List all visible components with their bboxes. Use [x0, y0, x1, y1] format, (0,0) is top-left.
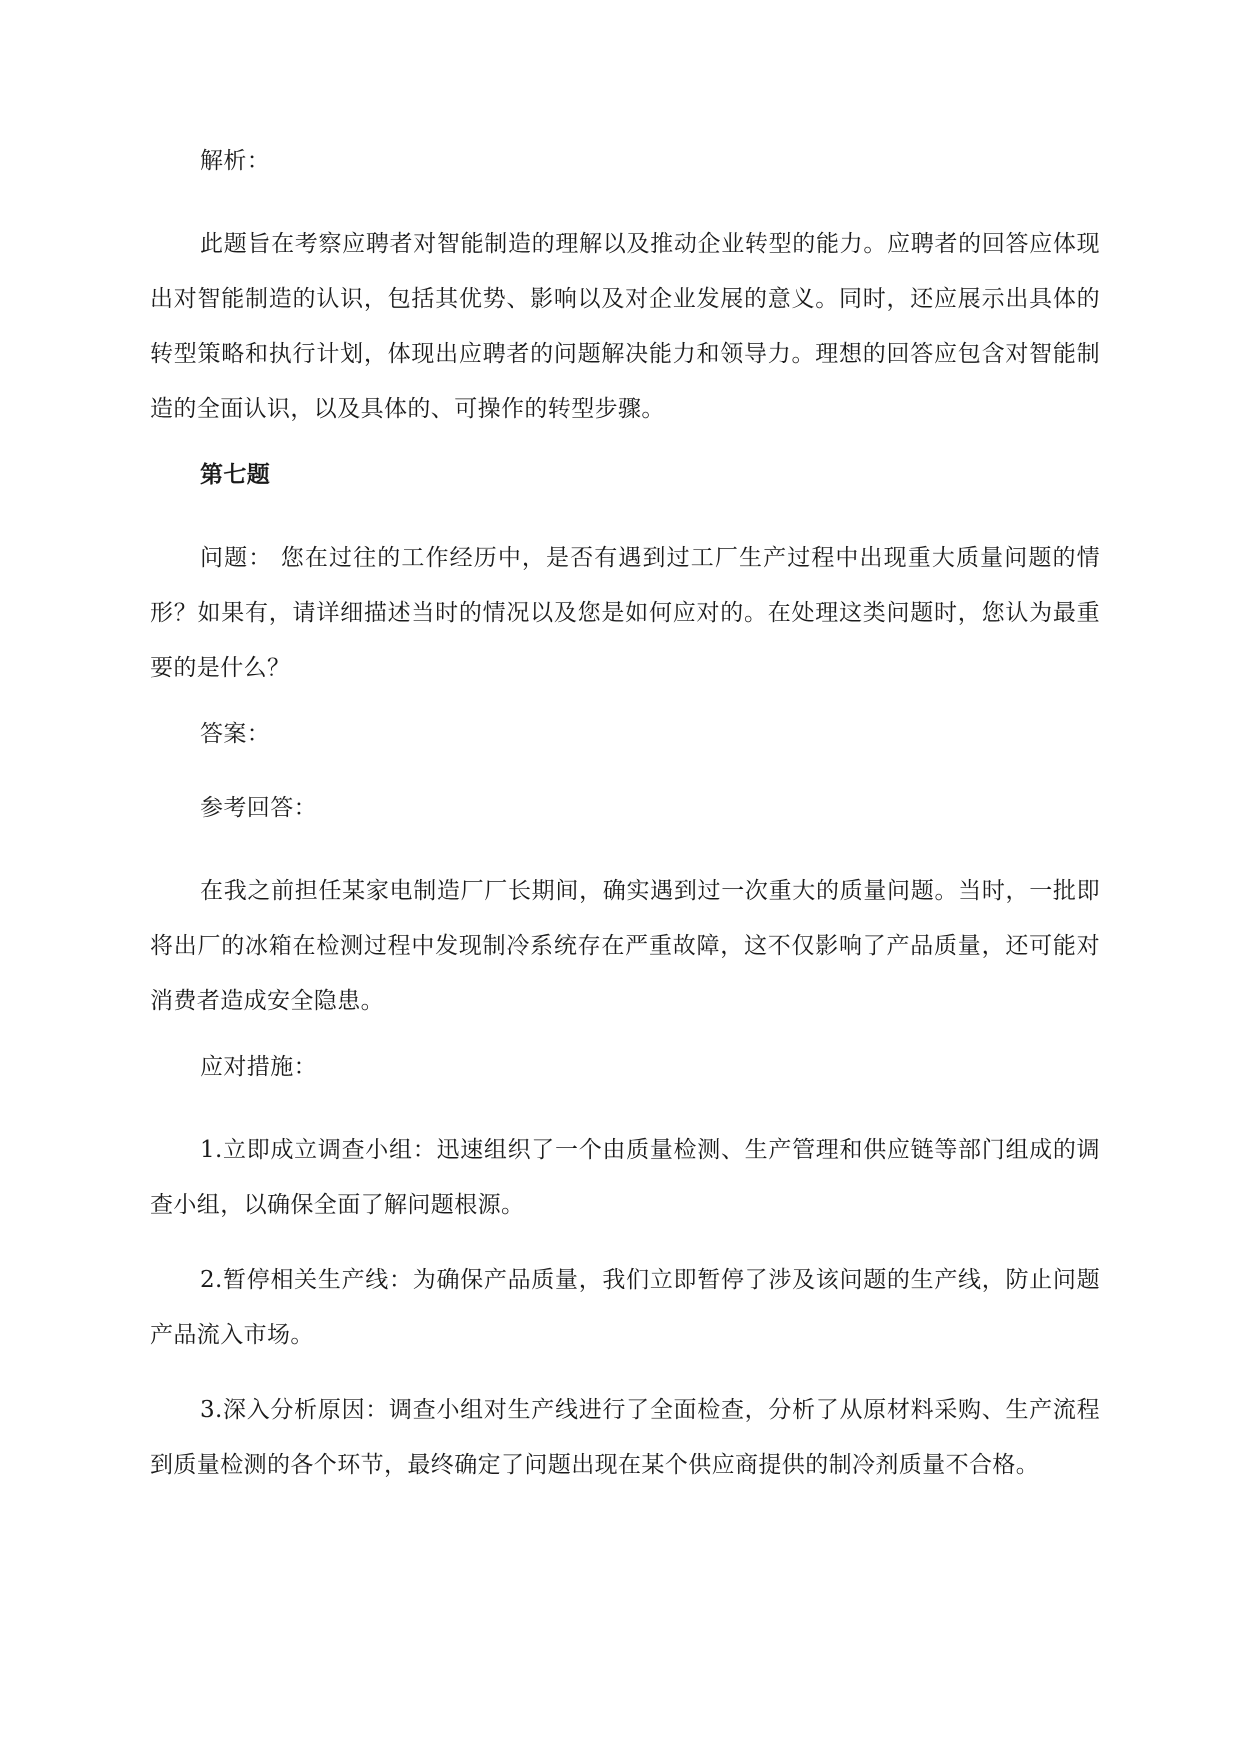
measure-step-1: 1.立即成立调查小组：迅速组织了一个由质量检测、生产管理和供应链等部门组成的调查小组，以确保全面了解问题根源。 — [150, 1137, 1100, 1218]
measure-step-3: 3.深入分析原因：调查小组对生产线进行了全面检查，分析了从原材料采购、生产流程到质量检测的各个环节，最终确定了问题出现在某个供应商提供的制冷剂质量不合格。 — [150, 1397, 1100, 1478]
document-body — [150, 143, 1100, 1513]
answer-label: 答案： — [200, 721, 271, 747]
analysis-paragraph: 此题旨在考察应聘者对智能制造的理解以及推动企业转型的能力。应聘者的回答应体现出对智能制造的认识，包括其优势、影响以及对企业发展的意义。同时，还应展示出具体的转型策略和执行计划，体现出应聘者的问题解决能力和领导力。理想的回答应包含对智能制造的全面认识，以及具体的、可操作的转型步骤。 — [150, 231, 1100, 422]
analysis-label: 解析： — [200, 148, 271, 174]
measure-step-2: 2.暂停相关生产线：为确保产品质量，我们立即暂停了涉及该问题的生产线，防止问题产品流入市场。 — [150, 1267, 1100, 1348]
reference-answer-label: 参考回答： — [200, 795, 317, 821]
section-title: 第七题 — [200, 462, 271, 488]
question-paragraph: 问题： 您在过往的工作经历中，是否有遇到过工厂生产过程中出现重大质量问题的情形？如果有，请详细描述当时的情况以及您是如何应对的。在处理这类问题时，您认为最重要的是什么？ — [150, 545, 1100, 681]
background-paragraph: 在我之前担任某家电制造厂厂长期间，确实遇到过一次重大的质量问题。当时，一批即将出厂的冰箱在检测过程中发现制冷系统存在严重故障，这不仅影响了产品质量，还可能对消费者造成安全隐患。 — [150, 878, 1100, 1014]
measures-label: 应对措施： — [200, 1054, 317, 1080]
